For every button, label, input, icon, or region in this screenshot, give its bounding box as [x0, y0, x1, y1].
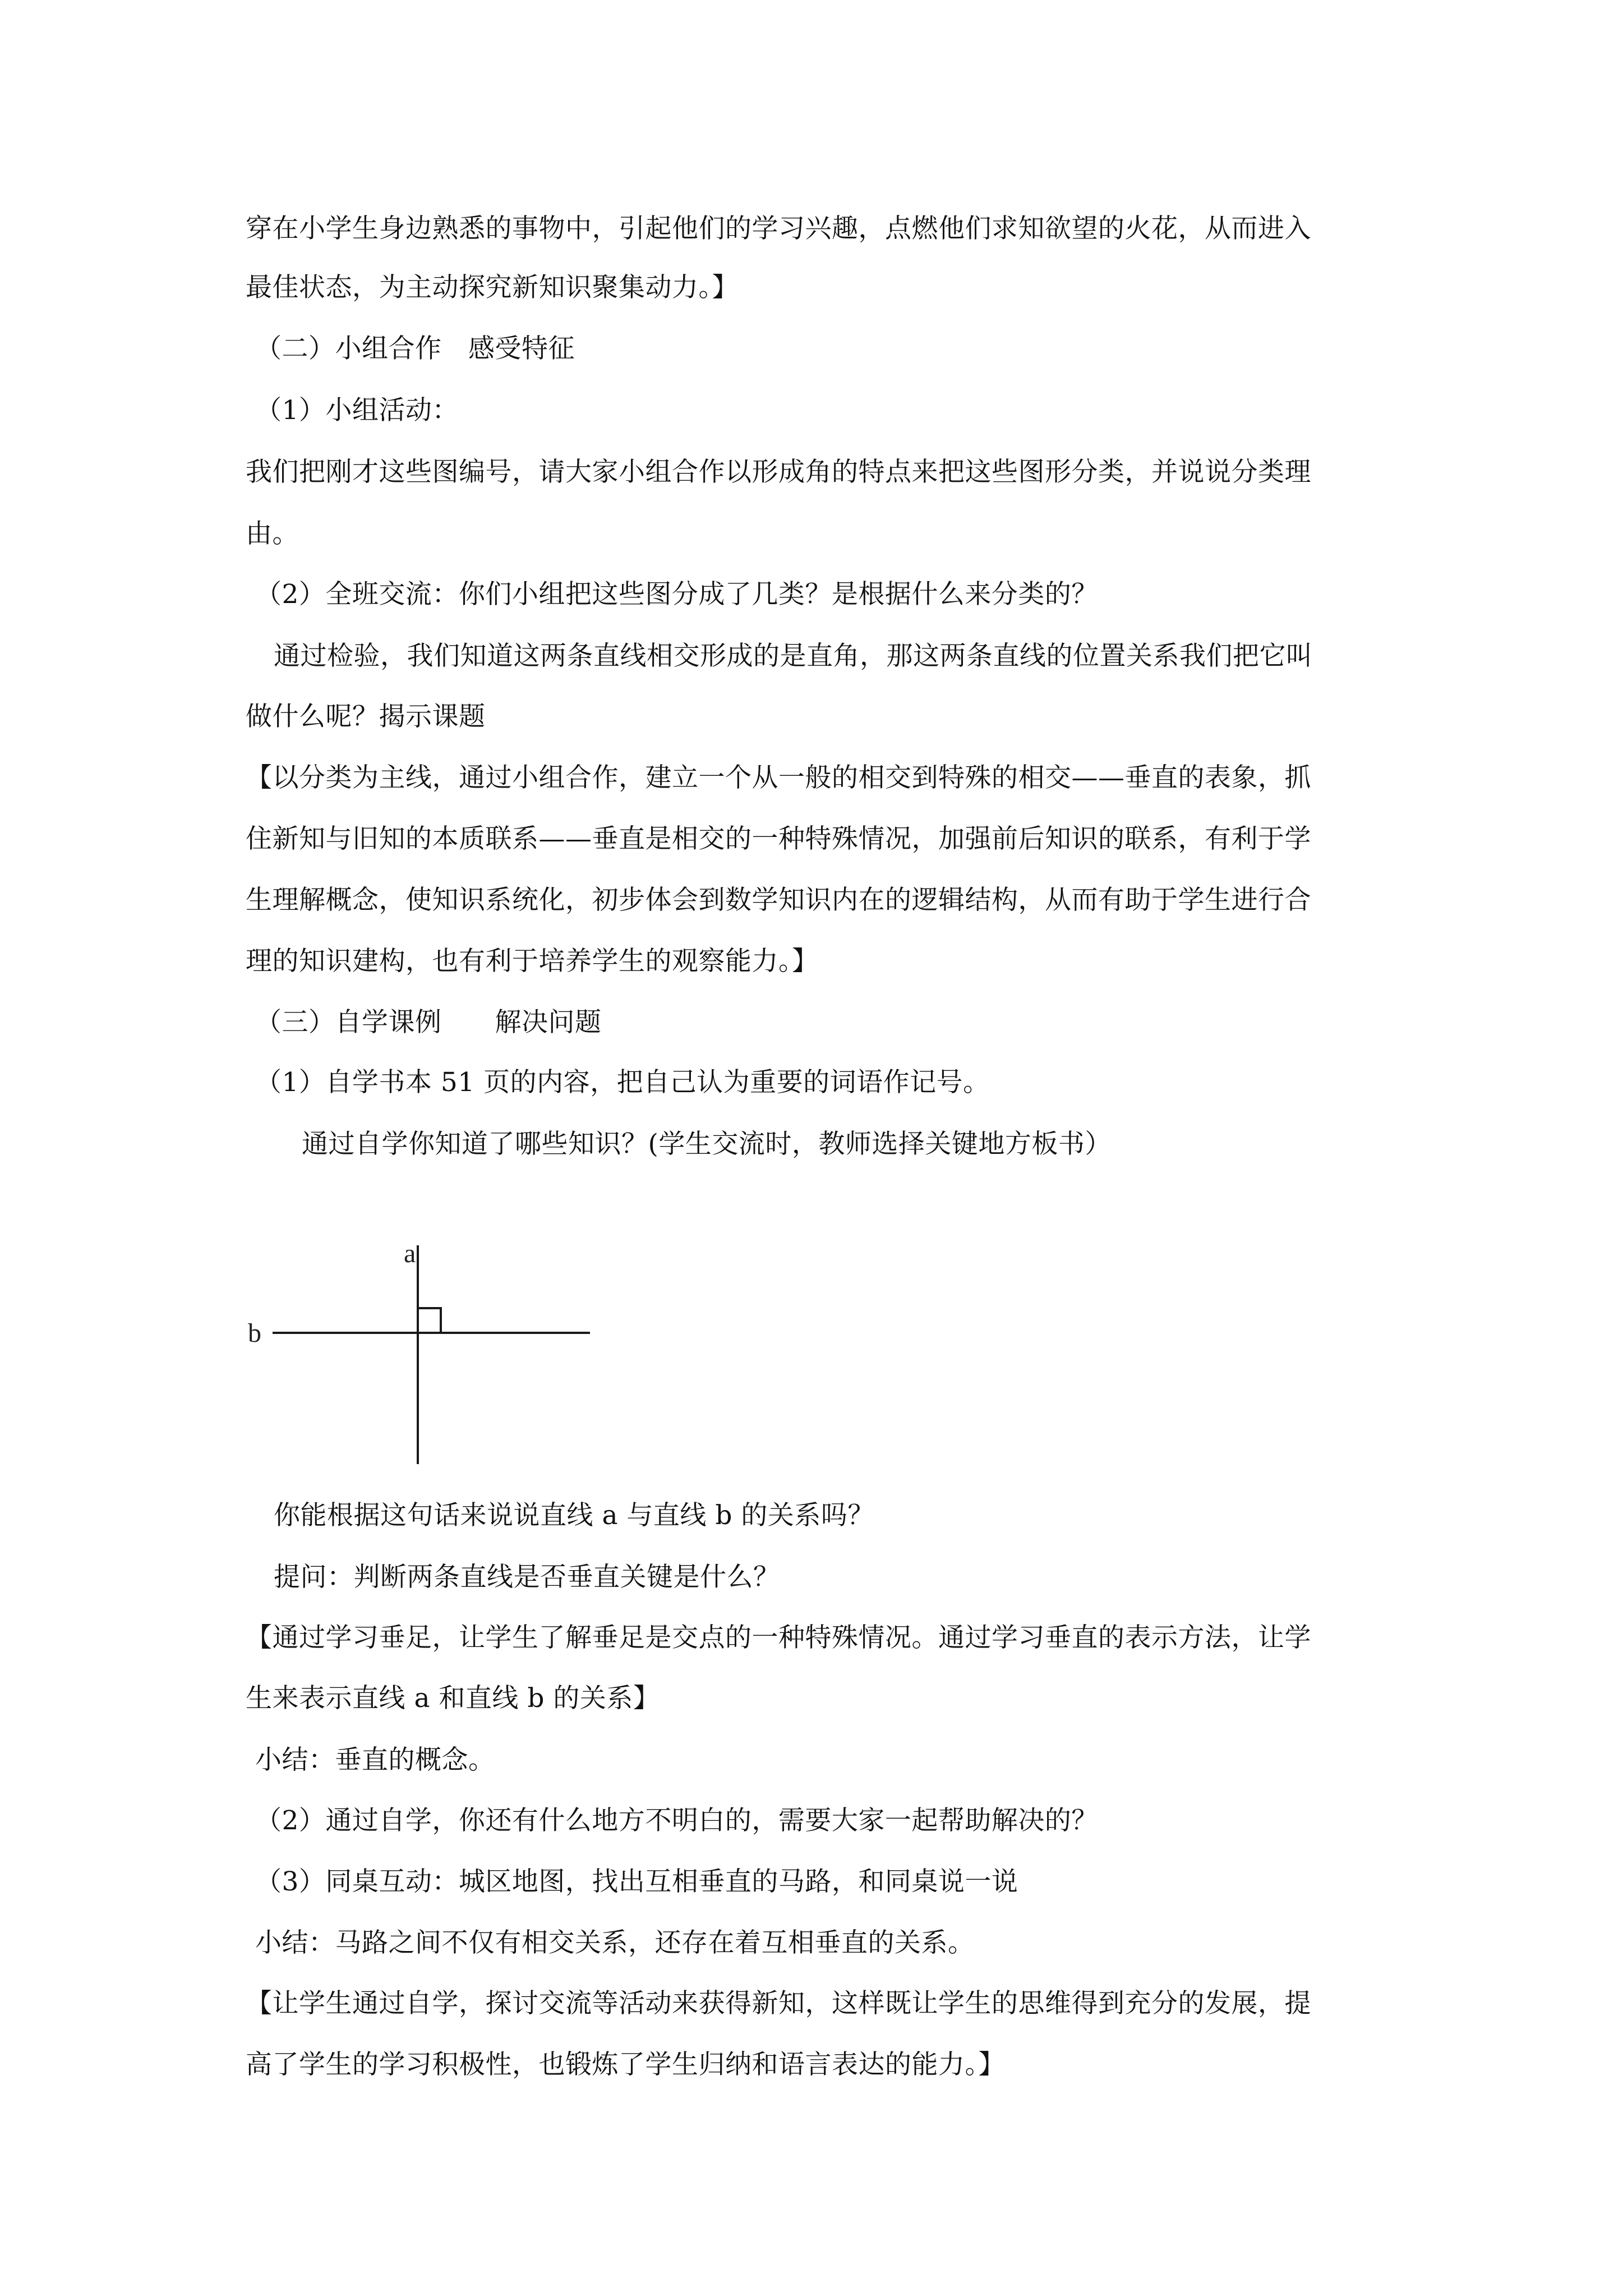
- label-b: b: [248, 1318, 261, 1348]
- label-a: a: [404, 1239, 416, 1268]
- paragraph-line: （2）通过自学，你还有什么地方不明白的，需要大家一起帮助解决的？: [255, 1805, 1098, 1836]
- paragraph-line: 通过检验，我们知道这两条直线相交形成的是直角，那这两条直线的位置关系我们把它叫: [274, 641, 1313, 671]
- paragraph-line: 最佳状态，为主动探究新知识聚集动力。】: [246, 272, 739, 303]
- perpendicular-lines-diagram: [247, 1223, 639, 1470]
- right-angle-mark: [419, 1308, 441, 1332]
- paragraph-line: 穿在小学生身边熟悉的事物中，引起他们的学习兴趣，点燃他们求知欲望的火花，从而进入: [246, 213, 1311, 244]
- summary-line: 小结：马路之间不仅有相交关系，还存在着互相垂直的关系。: [255, 1927, 975, 1958]
- commentary-line: 理的知识建构，也有利于培养学生的观察能力。】: [246, 946, 819, 977]
- paragraph-line: （2）全班交流：你们小组把这些图分成了几类？是根据什么来分类的？: [255, 579, 1098, 610]
- section-heading: （三）自学课例 解决问题: [255, 1007, 602, 1038]
- commentary-line: 住新知与旧知的本质联系——垂直是相交的一种特殊情况，加强前后知识的联系，有利于学: [246, 823, 1311, 854]
- paragraph-line: （1）自学书本 51 页的内容，把自己认为重要的词语作记号。: [255, 1067, 990, 1098]
- paragraph-line: 通过自学你知道了哪些知识？(学生交流时，教师选择关键地方板书）: [302, 1129, 1112, 1159]
- paragraph-line: 由。: [246, 518, 299, 549]
- paragraph-line: 做什么呢？揭示课题: [246, 701, 486, 732]
- commentary-line: 生来表示直线 a 和直线 b 的关系】: [246, 1683, 660, 1714]
- commentary-line: 【以分类为主线，通过小组合作，建立一个从一般的相交到特殊的相交——垂直的表象，抓: [246, 762, 1311, 793]
- paragraph-line: （3）同桌互动：城区地图，找出互相垂直的马路，和同桌说一说: [255, 1866, 1018, 1897]
- paragraph-line: 你能根据这句话来说说直线 a 与直线 b 的关系吗？: [274, 1500, 874, 1531]
- paragraph-line: 提问：判断两条直线是否垂直关键是什么？: [274, 1562, 780, 1593]
- paragraph-line: 我们把刚才这些图编号，请大家小组合作以形成角的特点来把这些图形分类，并说说分类理: [246, 457, 1311, 487]
- summary-line: 小结：垂直的概念。: [255, 1745, 495, 1775]
- section-heading: （二）小组合作 感受特征: [255, 333, 575, 364]
- commentary-line: 【让学生通过自学，探讨交流等活动来获得新知，这样既让学生的思维得到充分的发展，提: [246, 1988, 1311, 2019]
- commentary-line: 生理解概念，使知识系统化，初步体会到数学知识内在的逻辑结构，从而有助于学生进行合: [246, 885, 1311, 915]
- commentary-line: 高了学生的学习积极性，也锻炼了学生归纳和语言表达的能力。】: [246, 2049, 1005, 2080]
- subsection-heading: （1）小组活动：: [255, 395, 459, 426]
- commentary-line: 【通过学习垂足，让学生了解垂足是交点的一种特殊情况。通过学习垂直的表示方法，让学: [246, 1622, 1311, 1653]
